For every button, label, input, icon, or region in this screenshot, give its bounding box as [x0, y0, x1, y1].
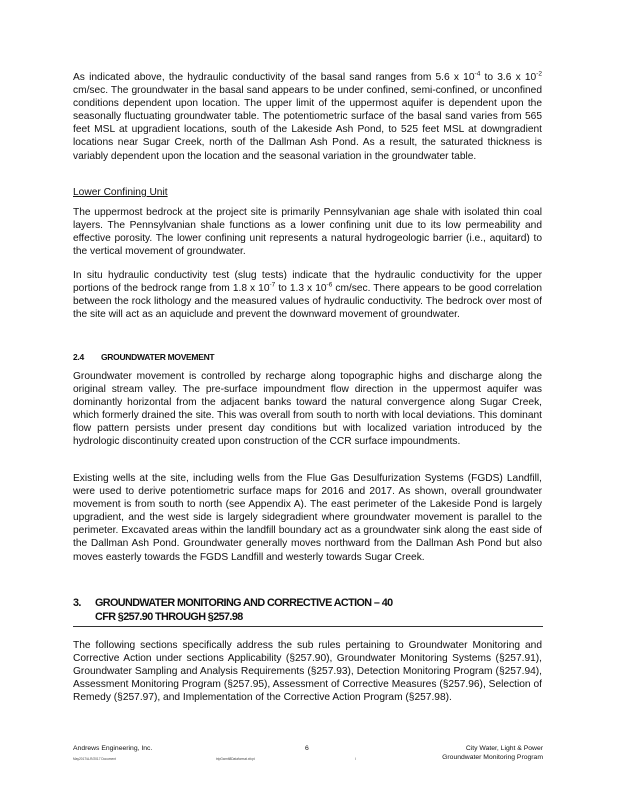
footer-page-number: 6 — [305, 745, 309, 752]
footer-report-title: Groundwater Monitoring Program — [442, 754, 543, 761]
paragraph-groundwater-movement: Groundwater movement is controlled by recharge along topographic highs and discharge along the original stream valley. The pre-surface impoundment flow direction in the uppermost aquifer was dominantly horizontal from the adjacent banks toward the natural convergence along Sugar Creek, which formerly drained the site. This was overall from south to north with local deviations. This dominant flow pattern persists under present day conditions but with localized variation introduced by the hydrologic discontinuity created upon construction of the CCR surface impoundments. — [73, 371, 542, 448]
section-3-heading: 3. GROUNDWATER MONITORING AND CORRECTIVE ACTION – 40 CFR §257.90 THROUGH §257.98 — [73, 597, 393, 623]
footer-company: Andrews Engineering, Inc. — [73, 745, 153, 752]
footer-file-reference: May2017/A-R/2017 Document — [73, 757, 116, 761]
paragraph-basal-sand: As indicated above, the hydraulic conductivity of the basal sand ranges from 5.6 x $10^{-4}$ to 3.6 x $10^{-2}$ cm/sec. The groundwater in the basal sand appears to be under confined, semi-confined, or unconfined conditions dependent upon location. The upper limit of the uppermost aquifer is dependent upon the seasonally fluctuating groundwater table. The potentiometric surface of the basal sand varies from 565 feet MSL at upgradient locations, south of the Lakeside Ash Pond, to 525 feet MSL at downgradient locations near Sugar Creek, north of the Dallman Ash Pond. As a result, the saturated thickness is variably dependent upon the location and the seasonal variation in the groundwater table. — [73, 70, 543, 162]
paragraph-lower-confining: The uppermost bedrock at the project site is primarily Pennsylvanian age shale with isolated thin coal layers. The Pennsylvanian shale functions as a lower confining unit due to its low permeability and effective porosity. The lower confining unit represents a natural hydrogeologic barrier (i.e., aquitard) to the vertical movement of groundwater. — [73, 207, 542, 258]
paragraph-slug-tests: In situ hydraulic conductivity test (slug tests) indicate that the hydraulic conductivity for the upper portions of the bedrock range from 1.8 x $10^{-7}$ to 1.3 x $10^{-6}$ cm/sec. There appears to be good correlation between the rock lithology and the measured values of hydraulic conductivity. The bedrock over most of the site will act as an aquiclude and prevent the downward movement of groundwater. — [73, 270, 542, 321]
section-divider — [73, 626, 543, 627]
lower-confining-unit-heading: Lower Confining Unit — [73, 187, 168, 198]
section-2-4-heading: 2.4 GROUNDWATER MOVEMENT — [73, 352, 215, 362]
footer-client: City Water, Light & Power — [465, 745, 543, 752]
footer-document-code: tripGwmlt8Dataformat.xfcpt — [216, 757, 255, 761]
paragraph-following-sections: The following sections specifically address the sub rules pertaining to Groundwater Monitoring and Corrective Action under sections Applicability (§257.90), Groundwater Monitoring Systems (§257.91), Groundwater Sampling and Analysis Requirements (§257.93), Detection Monitoring Program (§257.94), Assessment Monitoring Program (§257.95), Assessment of Corrective Measures (§257.96), Selection of Remedy (§257.97), and Implementation of the Corrective Action Program (§257.98). — [73, 640, 542, 704]
footer-mark: I — [355, 757, 356, 761]
paragraph-existing-wells: Existing wells at the site, including wells from the Flue Gas Desulfurization Systems (FGDS) Landfill, were used to derive potentiometric surface maps for 2016 and 2017. As shown, overall groundwater movement is from south to north (see Appendix A). The east perimeter of the Lakeside Pond is largely upgradient, and the west side is largely sidegradient where groundwater movement is parallel to the perimeter. Excavated areas within the landfill boundary act as a groundwater sink along the east side of the Dallman Ash Pond. Groundwater generally moves northward from the Dallman Ash Pond but also moves easterly towards the FGDS Landfill and westerly towards Sugar Creek. — [73, 473, 542, 563]
